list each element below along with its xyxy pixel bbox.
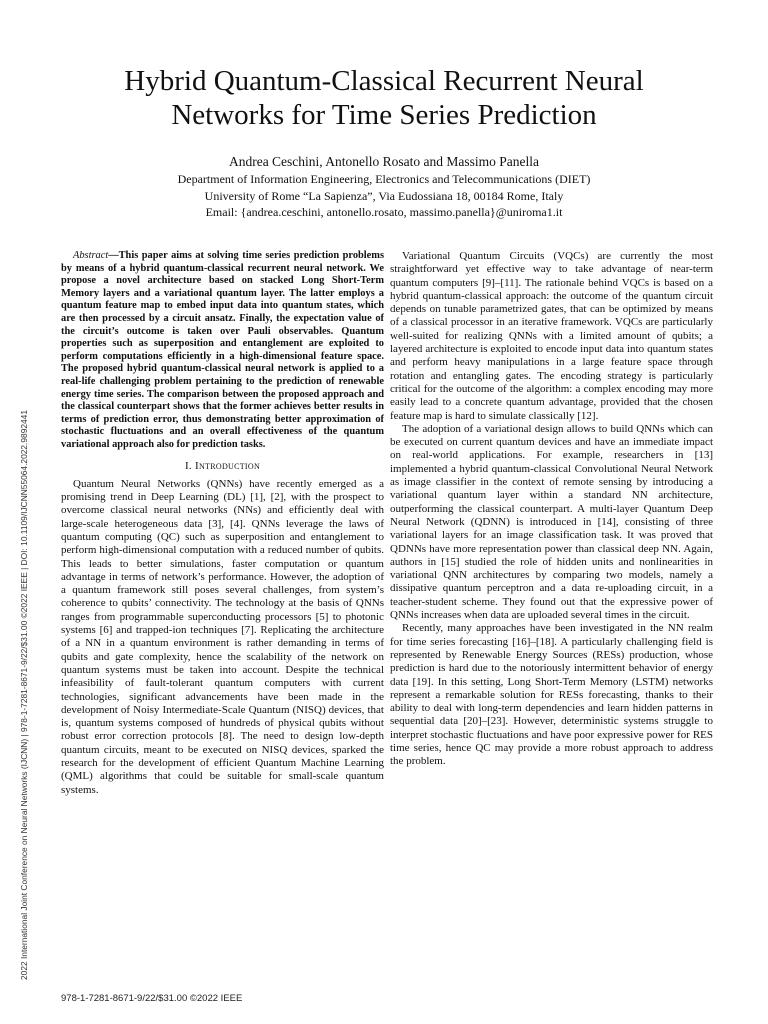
paper-title: Hybrid Quantum-Classical Recurrent Neural Networks for Time Series Prediction [124,65,644,131]
abstract-text: This paper aims at solving time series prediction problems by means of a hybrid quantum-classical recurrent neural network. We propose a novel architecture based on stacked Long Short-Term Memory layers and a variational quantum layer. The latter employs a quantum feature map to embed input data into quantum states, which are then processed by a circuit ansatz. Finally, the expectation value of the circuit’s outcome is taken over Pauli observables. Quantum properties such as superposition and entanglement are exploited to perform computations efficiently in a high-dimensional feature space. The proposed hybrid quantum-classical neural network is applied to a real-life challenging problem pertaining to the prediction of renewable energy time series. The comparison between the proposed approach and the classical counterpart shows that the former achieves better results in terms of prediction error, thus demonstrating better approximation of stochastic fluctuations and an overall effectiveness of the quantum variational approach also for prediction tasks. [61,250,384,450]
affiliation-block [90,171,678,221]
affiliation-department: Department of Information Engineering, Electronics and Telecommunications (DIET) [177,172,591,186]
doi-sidebar [5,300,29,980]
abstract-paragraph [61,250,384,452]
doi-sidebar-text: 2022 International Joint Conference on Neural Networks (IJCNN) | 978-1-7281-8671-9/22/$31.00 ©2022 IEEE | DOI: 10.1109/IJCNN55064.2022.9892441 [19,410,29,980]
author-list: Andrea Ceschini, Antonello Rosato and Massimo Panella [228,154,540,169]
left-column [61,250,384,797]
right-paragraph-time-series: Recently, many approaches have been investigated in the NN realm for time series forecasting [16]–[18]. A particularly challenging field is represented by Renewable Energy Sources (RESs) production, whose prediction is hard due to the notoriously intermittent behavior of energy data [19]. In this setting, Long Short-Term Memory (LSTM) networks represent a remarkable solution for RESs forecasting, thanks to their ability to deal with long-term dependencies and learn hidden patterns in sequential data [20]–[23]. However, deterministic systems struggle to interpret stochastic fluctuations and have poor expressive power for RES time series, hence QC may provide a more robust approach to address the problem. [390,622,713,768]
abstract-dash: — [108,250,119,261]
right-paragraph-variational-design: The adoption of a variational design allows to build QNNs which can be executed on current quantum devices and have an immediate impact on real-world applications. For example, researchers in [13] implemented a hybrid quantum-classical Convolutional Neural Network as image classifier in the context of remote sensing by introducing a variational quantum layer within a standard NN architecture, outperforming the classical counterpart. A multi-layer Quantum Deep Neural Network (QDNN) is introduced in [14], consisting of three variational layers for an image classification task. It was proved that QDNNs have more representation power than classical deep NN. Again, authors in [15] studied the role of hidden units and nonlinearities in variational QNN architectures by comparing two models, namely a dissipative quantum perceptron and a data re-uploading circuit, in a teacher-student scheme. They found out that the expressive power of QNNs increases when data are uploaded several times in the circuit. [390,422,713,622]
intro-paragraph-1: Quantum Neural Networks (QNNs) have recently emerged as a promising trend in Deep Learning (DL) [1], [2], with the prospect to overcome classical neural networks (NNs) and efficiently deal with large-scale heterogeneous data [3], [4]. QNNs leverage the laws of quantum computing (QC) such as superposition and entanglement to perform high-dimensional computation with a reduced number of qubits. This leads to better simulations, faster computation or quantum advantage in terms of network’s performance. However, the adoption of a quantum framework still poses several challenges, from system’s coherence to qubits’ connectivity. The technology at the basis of QNNs ranges from programmable superconducting processors [5] to photonic systems [6] and trapped-ion techniques [7]. Replicating the architecture of a NN in a quantum environment is rather demanding in terms of qubits and gate complexity, hence the scalability of the network on quantum systems must be taken into account. Despite the technical infeasibility of fault-tolerant quantum computers with current technologies, significant advancements have been made in the development of Noisy Intermediate-Scale Quantum (NISQ) devices, that is, quantum systems composed of hundreds of physical qubits without robust error correction protocols [8]. The need to design low-depth quantum circuits, meant to be executed on NISQ devices, sparked the research for the development of efficient Quantum Machine Learning (QML) algorithms that could be suitable for small-scale quantum systems. [61,477,384,796]
affiliation-email: Email: {andrea.ceschini, antonello.rosato, massimo.panella}@uniroma1.it [205,205,563,219]
right-column [390,250,713,769]
right-paragraph-vqc: Variational Quantum Circuits (VQCs) are currently the most straightforward yet effective way to take advantage of near-term quantum computers [9]–[11]. The rationale behind VQCs is based on a hybrid quantum-classical approach: the outcome of the quantum circuit depends on tunable parametrized gates, that can be optimized by means of a classical processor in an iterative framework. VQCs are particularly well-suited for realizing QNNs with a limited amount of qubits; a layered architecture is exploited to encode input data into quantum states and perform heavy manipulations in a large feature space through rotation and entangling gates. The encoding strategy is particularly critical for the outcome of the algorithm: a complex encoding may more easily lead to a concrete quantum advantage, provided that the chosen feature map is hard to simulate classically [12]. [390,250,713,422]
section-heading-introduction: I. Introduction [184,459,261,472]
copyright-footer: 978-1-7281-8671-9/22/$31.00 ©2022 IEEE [61,993,243,1004]
abstract-label: Abstract [73,250,109,261]
affiliation-address: University of Rome “La Sapienza”, Via Eudossiana 18, 00184 Rome, Italy [204,188,564,203]
